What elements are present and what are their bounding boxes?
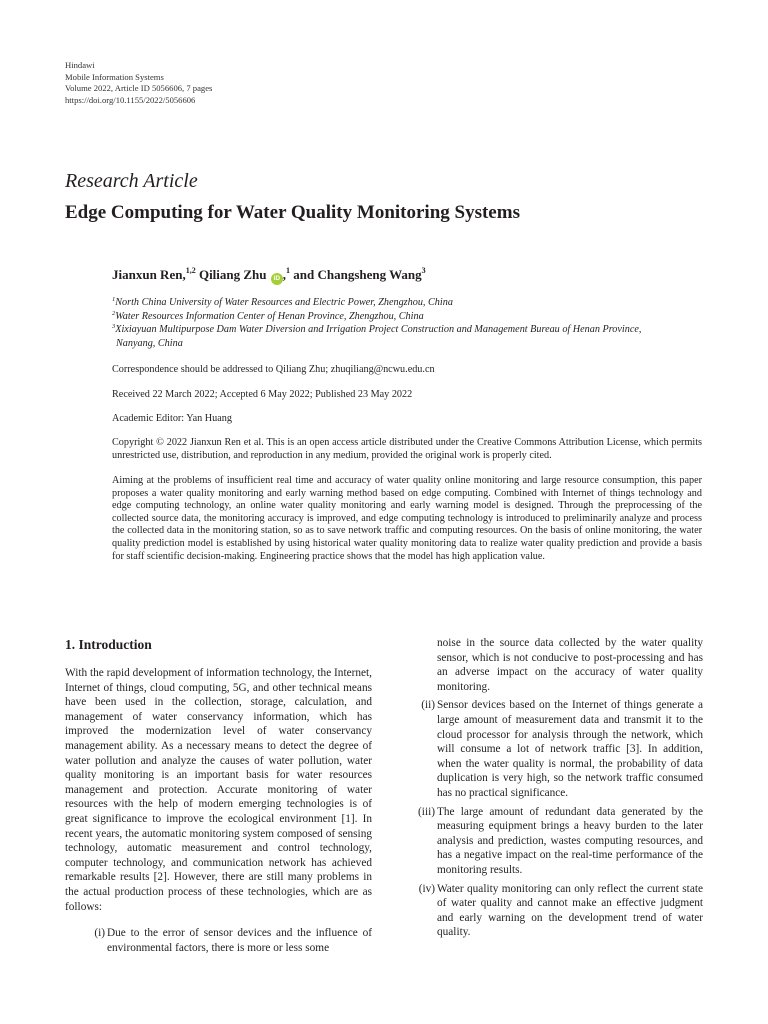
list-item bbox=[65, 926, 372, 955]
orcid-icon[interactable]: iD bbox=[271, 273, 283, 285]
article-type: Research Article bbox=[65, 170, 198, 192]
publication-dates: Received 22 March 2022; Accepted 6 May 2022; Published 23 May 2022 bbox=[112, 389, 413, 400]
doi-link[interactable]: https://doi.org/10.1155/2022/5056606 bbox=[65, 94, 196, 105]
author-name: Jianxun Ren, bbox=[112, 267, 186, 282]
list-item-text: The large amount of redundant data generated by the measuring equipment brings a heavy burden to the later analysis and prediction, wastes computing resources, and has a negative impact on the real-time performance of the monitoring results. bbox=[437, 805, 703, 876]
publisher-name: Hindawi bbox=[65, 60, 95, 70]
affiliation bbox=[112, 323, 712, 337]
list-marker: (ii) bbox=[421, 699, 435, 712]
affiliation-text: Xixiayuan Multipurpose Dam Water Diversion and Irrigation Project Construction and Management Bureau of Henan Province, bbox=[115, 324, 642, 335]
volume-info: Volume 2022, Article ID 5056606, 7 pages bbox=[65, 83, 213, 93]
copyright-notice: Copyright © 2022 Jianxun Ren et al. This is an open access article distributed under the Creative Commons Attribution License, which permits unrestricted use, distribution, and reproduction in any medium, provided the original work is properly cited. bbox=[112, 437, 702, 461]
author-affiliation-marker: 3 bbox=[421, 266, 426, 275]
list-item bbox=[413, 882, 703, 940]
author-affiliation-marker: 1,2 bbox=[185, 266, 196, 275]
right-column bbox=[413, 636, 703, 940]
list-item-continuation: noise in the source data collected by the water quality sensor, which is not conducive to post-processing and has an adverse impact on the accuracy of water quality monitoring. bbox=[437, 637, 703, 693]
academic-editor: Academic Editor: Yan Huang bbox=[112, 413, 232, 424]
abstract: Aiming at the problems of insufficient real time and accuracy of water quality online monitoring and large resource consumption, this paper proposes a water quality monitoring and early warning method based on edge computing. Combined with Internet of things technology and edge computing technology, an online water quality monitoring and early warning model is designed. Through the preprocessing of the collected source data, the monitoring accuracy is improved, and edge computing technology is introduced to preliminarily analyze and process the collected data in the monitoring station, so as to save network traffic and computing resources. On the basis of online monitoring, the water quality prediction model is established by using historical water quality monitoring data to realize water quality prediction and provide a basis for staff scientific decision-making. Engineering practice shows that the model has high application value. bbox=[112, 475, 702, 562]
affiliation-number: 3 bbox=[112, 323, 116, 330]
list-item bbox=[413, 698, 703, 800]
author-affiliation-marker: 1 bbox=[286, 266, 291, 275]
affiliations bbox=[112, 296, 712, 350]
author-name: Qiliang Zhu bbox=[198, 267, 267, 282]
list-item-text: Water quality monitoring can only reflect the current state of water quality and cannot make an effective judgment and early warning on the development trend of water quality. bbox=[437, 882, 703, 939]
affiliation-number: 2 bbox=[112, 309, 116, 317]
affiliation-continuation: Nanyang, China bbox=[116, 337, 183, 349]
author-list bbox=[112, 267, 426, 285]
journal-name: Mobile Information Systems bbox=[65, 71, 164, 82]
paper-title: Edge Computing for Water Quality Monitoring Systems bbox=[65, 202, 520, 223]
list-marker: (iii) bbox=[418, 805, 435, 818]
section-heading: 1. Introduction bbox=[65, 637, 152, 652]
author-name: and Changsheng Wang bbox=[293, 267, 422, 282]
list-marker: (iv) bbox=[418, 882, 435, 895]
journal-header bbox=[65, 60, 212, 106]
affiliation-text: North China University of Water Resources and Electric Power, Zhengzhou, China bbox=[115, 297, 453, 308]
list-marker: (i) bbox=[94, 927, 105, 940]
list-item-text: Due to the error of sensor devices and the influence of environmental factors, there is more or less some bbox=[107, 927, 372, 954]
author-separator: , bbox=[282, 267, 287, 282]
left-column bbox=[65, 666, 372, 955]
list-item-text: Sensor devices based on the Internet of things generate a large amount of measurement data and transmit it to the cloud processor for analysis through the network, which will consume a lot of network traffic [3]. In addition, when the water quality is normal, the probability of data duplication is very high, so the network traffic consumed has no practical significance. bbox=[437, 699, 703, 799]
affiliation-number: 1 bbox=[112, 296, 116, 303]
affiliation bbox=[112, 296, 712, 310]
correspondence: Correspondence should be addressed to Qiliang Zhu; zhuqiliang@ncwu.edu.cn bbox=[112, 364, 435, 375]
affiliation-text: Water Resources Information Center of Henan Province, Zhengzhou, China bbox=[115, 310, 424, 322]
list-item bbox=[413, 805, 703, 878]
affiliation bbox=[112, 310, 712, 324]
intro-paragraph: With the rapid development of information technology, the Internet, Internet of things, cloud computing, 5G, and other technical means have been used in the collection, storage, calculation, and management of water conservancy information, which has improved the modernization level of water conservancy management ability. As a necessary means to detect the degree of water pollution and analyze the causes of water pollution, water quality monitoring is an important basis for water resources management and protection. Accurate monitoring of water resources with the help of modern emerging technologies is of great significance to improve the ecological environment [1]. In recent years, the automatic monitoring system composed of sensing technology, automatic measurement and control technology, computer technology, and communication network has achieved remarkable results [2]. However, there are still many problems in the actual production process of these technologies, which are as follows: bbox=[65, 667, 372, 913]
